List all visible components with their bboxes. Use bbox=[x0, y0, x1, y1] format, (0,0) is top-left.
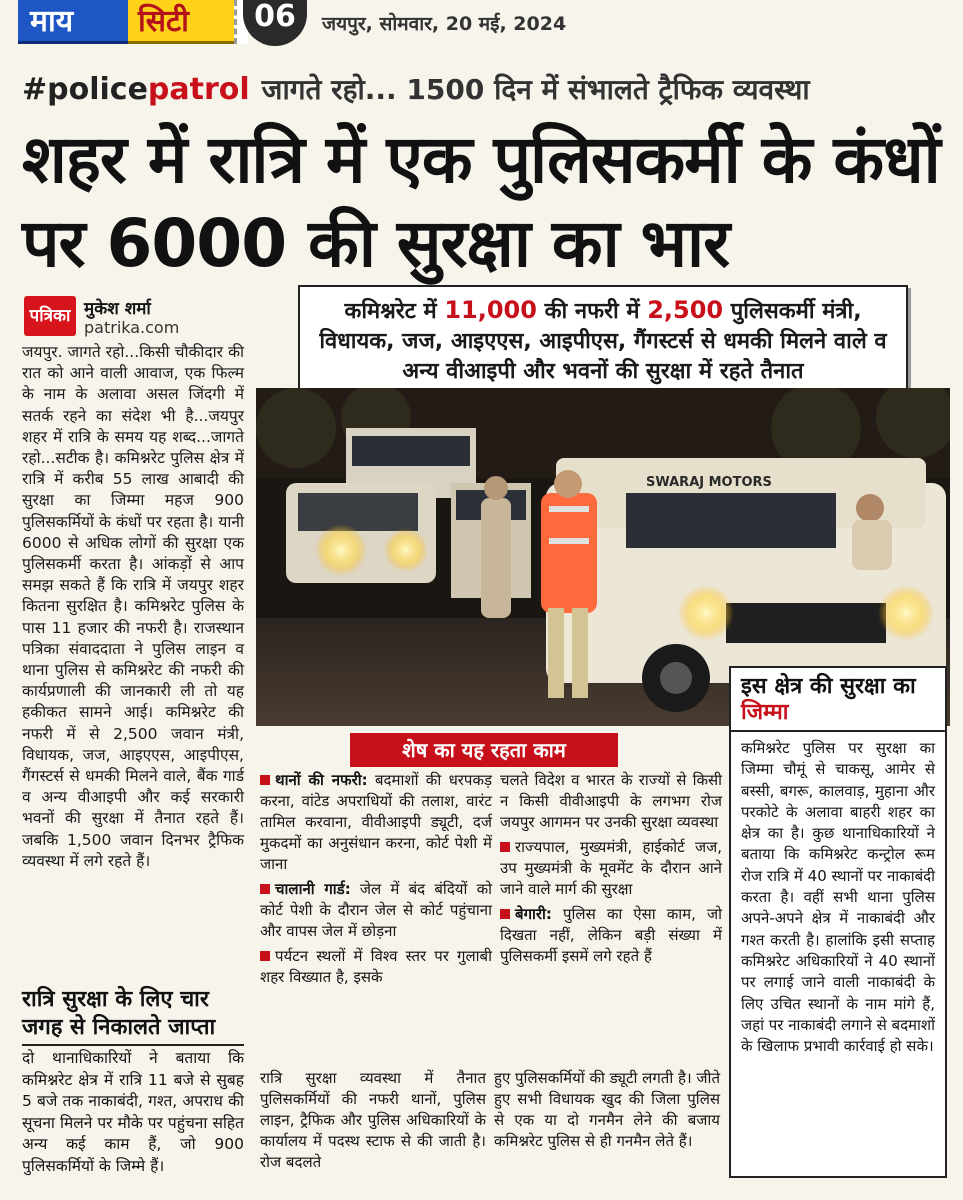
bullet-square-icon bbox=[500, 909, 510, 919]
bullet-item bbox=[500, 770, 722, 833]
bullets-column-b bbox=[500, 770, 722, 971]
blurb-part-1: कमिश्नरेट में bbox=[344, 299, 445, 324]
bullet-square-icon bbox=[260, 951, 270, 961]
bullet-label: बेगारी: bbox=[515, 905, 552, 923]
section-tab-may: माय bbox=[18, 0, 128, 44]
jurisdiction-box-title bbox=[731, 668, 945, 732]
kicker-accent: patrol bbox=[147, 72, 250, 107]
kicker-text: जागते रहो... 1500 दिन में संभालते ट्रैफिक व्यवस्था bbox=[261, 73, 810, 106]
bullet-label: चालानी गार्ड: bbox=[275, 880, 351, 898]
left-subhead: रात्रि सुरक्षा के लिए चार जगह से निकालते जाप्ता bbox=[22, 986, 244, 1046]
kicker bbox=[22, 70, 810, 108]
headline: शहर में रात्रि में एक पुलिसकर्मी के कंधों पर 6000 की सुरक्षा का भार bbox=[22, 121, 940, 282]
dateline: जयपुर, सोमवार, 20 मई, 2024 bbox=[322, 13, 567, 35]
jurisdiction-title-accent: जिम्मा bbox=[741, 700, 789, 725]
section-tab-city: सिटी bbox=[128, 0, 238, 44]
jurisdiction-box-body: कमिश्नरेट पुलिस पर सुरक्षा का जिम्मा चौमूं से चाकसू, आमेर से बस्सी, बगरू, कालवाड़, मुहाना और परकोटे के अलावा बाहरी शहर का क्षेत्र का है। कुछ थानाधिकारियों ने बताया कि कमिश्नरेट कन्ट्रोल रूम रोज रात्रि में 40 स्थानों पर नाकाबंदी करता है। वहीं सभी थाना पुलिस अपने-अपने क्षेत्र में नाकाबंदी और गश्त करती है। हालांकि इसी सप्ताह कमिश्नरेट अधिकारियों ने 40 स्थानों पर लगाई जाने वाली नाकाबंदी के लिए उचित स्थानों के नाम मांगे हैं, जहां पर नाकाबंदी लगाने से बदमाशों के खिलाफ प्रभावी कार्रवाई हो सके। bbox=[741, 739, 935, 1056]
bottom-column-d: हुए पुलिसकर्मियों की ड्यूटी लगती है। जीते हुए सभी विधायक खुद की जिला पुलिस से एक या दो गनमैन लेने की बजाय कमिश्नरेट पुलिस से ही गनमैन लेते हैं। bbox=[494, 1069, 720, 1150]
jurisdiction-title-text: इस क्षेत्र की सुरक्षा का bbox=[741, 674, 916, 699]
bullet-text: चलते विदेश व भारत के राज्यों से किसी न किसी वीवीआइपी के लगभग रोज जयपुर आगमन पर उनकी सुरक्षा व्यवस्था bbox=[500, 771, 722, 831]
kicker-hash: #police bbox=[22, 72, 148, 107]
bullet-text: राज्यपाल, मुख्यमंत्री, हाईकोर्ट जज, उप मुख्यमंत्री के मूवमेंट के दौरान आने जाने वाले मार्ग की सुरक्षा bbox=[500, 838, 722, 898]
bullet-item bbox=[260, 770, 492, 875]
bullet-square-icon bbox=[260, 775, 270, 785]
bullet-text: बदमाशों की धरपकड़ करना, वांटेड अपराधियों की तलाश, वारंट तामिल करवाना, वीवीआइपी ड्यूटी, दर्ज मुकदमों का अनुसंधान करना, कोर्ट पेशी में जाना bbox=[260, 771, 492, 873]
bullet-square-icon bbox=[260, 884, 270, 894]
bullet-text: पुलिस का ऐसा काम, जो दिखता नहीं, लेकिन बड़ी संख्या में पुलिसकर्मी इसमें लगे रहते हैं bbox=[500, 905, 722, 965]
bullet-label: थानों की नफरी: bbox=[275, 771, 368, 789]
left-column-body: जयपुर. जागते रहो...किसी चौकीदार की रात को आने वाली आवाज, एक फिल्म के नाम के अलावा असल जिंदगी में सतर्क रहने का संदेश भी है...जयपुर शहर में रात्रि के समय यह शब्द...जागते रहो...सटीक है। कमिश्नरेट पुलिस क्षेत्र में रात्रि में करीब 55 लाख आबादी की सुरक्षा का जिम्मा महज 900 पुलिसकर्मियों के कंधों पर रहता है। यानी 6000 से अधिक लोगों की सुरक्षा एक पुलिसकर्मी करता है। आंकड़ों से आप समझ सकते हैं कि रात्रि में जयपुर शहर कितना सुरक्षित है। कमिश्नरेट पुलिस के पास 11 हजार की नफरी है। राजस्थान पत्रिका संवाददाता ने पुलिस लाइन व थाना पुलिस से कमिश्नरेट की नफरी की कार्यप्रणाली की जानकारी ली तो यह हकीकत सामने आई। कमिश्नरेट की नफरी में से 2,500 जवान मंत्री, विधायक, जज, आइएएस, आइपीएस, गैंगस्टर्स से धमकी मिलने वाले, बैंक गार्ड व अन्य वीआइपी और कई सरकारी भवनों की सुरक्षा में तैनात रहते हैं। जबकि 1,500 जवान दिनभर ट्रैफिक व्यवस्था में लगे रहते हैं। bbox=[22, 343, 244, 870]
byline-author: मुकेश शर्मा bbox=[84, 299, 151, 319]
section-band: शेष का यह रहता काम bbox=[350, 733, 618, 767]
bullet-square-icon bbox=[500, 842, 510, 852]
byline-site: patrika.com bbox=[84, 318, 180, 337]
bullet-item bbox=[260, 879, 492, 942]
masthead bbox=[0, 0, 963, 56]
bullet-item bbox=[500, 837, 722, 900]
highlight-blurb bbox=[298, 285, 908, 391]
page-number: 06 bbox=[243, 0, 307, 46]
blurb-part-3: पुलिसकर्मी मंत्री, विधायक, जज, आइएएस, आइपीएस, गैंगस्टर्स से धमकी मिलने वाले व अन्य वीआइपी और भवनों की सुरक्षा में रहते तैनात bbox=[319, 299, 887, 384]
jurisdiction-box bbox=[729, 666, 947, 1178]
bottom-column-c: रात्रि सुरक्षा व्यवस्था में तैनात पुलिसकर्मियों की नफरी थानों, पुलिस लाइन, ट्रैफिक और पुलिस अधिकारियों के कार्यालय में पदस्थ स्टाफ से की जाती है। रोज बदलते bbox=[260, 1069, 486, 1171]
bullet-item bbox=[500, 904, 722, 967]
bullet-text: पर्यटन स्थलों में विश्व स्तर पर गुलाबी शहर विख्यात है, इसके bbox=[260, 947, 492, 986]
vehicle-sign-text: SWARAJ MOTORS bbox=[646, 475, 772, 490]
blurb-number-1: 11,000 bbox=[444, 296, 537, 324]
left-column-body-2: दो थानाधिकारियों ने बताया कि कमिश्नरेट क्षेत्र में रात्रि 11 बजे से सुबह 5 बजे तक नाकाबंदी, गश्त, अपराध की सूचना मिलने पर मौके पर पहुंचना सहित अन्य कई काम हैं, जो 900 पुलिसकर्मियों के जिम्मे हैं। bbox=[22, 1049, 244, 1175]
blurb-part-2: की नफरी में bbox=[536, 299, 648, 324]
patrika-logo: पत्रिका bbox=[24, 296, 76, 336]
bullets-column-a bbox=[260, 770, 492, 992]
bullet-text: जेल में बंद बंदियों को कोर्ट पेशी के दौरान जेल से कोर्ट पहुंचाना और वापस जेल में छोड़ना bbox=[260, 880, 492, 940]
bullet-item bbox=[260, 946, 492, 988]
blurb-number-2: 2,500 bbox=[647, 296, 724, 324]
